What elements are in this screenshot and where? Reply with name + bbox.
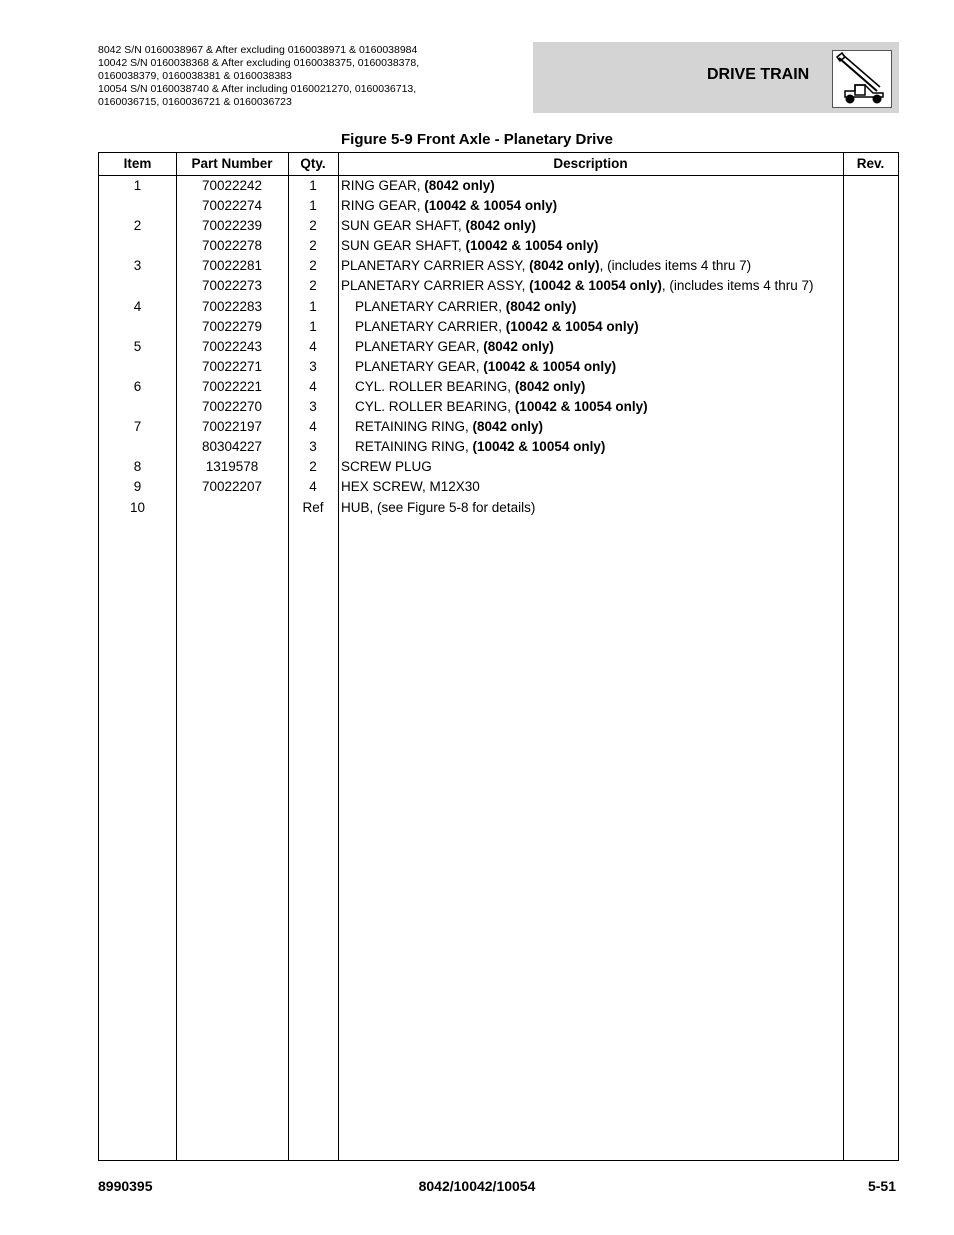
cell-part-number: 70022243 <box>201 338 263 354</box>
cell-part-number: 70022279 <box>201 318 263 334</box>
description-text: RING GEAR, <box>341 198 425 214</box>
cell-part-number: 1319578 <box>205 459 259 475</box>
description-text: CYL. ROLLER BEARING, <box>355 399 515 415</box>
table-row <box>99 337 898 357</box>
cell-part-number: 70022271 <box>201 358 263 374</box>
description-model-note: (8042 only) <box>465 218 537 234</box>
description-text: PLANETARY CARRIER, <box>355 318 506 334</box>
table-row <box>99 377 898 397</box>
cell-description <box>341 457 432 477</box>
table-body <box>99 176 898 518</box>
cell-item: 8 <box>133 459 142 475</box>
description-model-note: (10042 & 10054 only) <box>529 278 662 294</box>
cell-item: 10 <box>129 499 146 515</box>
cell-qty: 4 <box>309 419 317 435</box>
description-model-note: (8042 only) <box>472 419 544 435</box>
column-header-qty: Qty. <box>300 156 326 171</box>
table-row <box>99 297 898 317</box>
serial-line: 0160036715, 0160036721 & 0160036723 <box>98 96 292 108</box>
column-header-item: Item <box>123 156 152 171</box>
cell-part-number: 70022273 <box>201 278 263 294</box>
cell-part-number: 70022278 <box>201 238 263 254</box>
table-row <box>99 357 898 377</box>
description-text: RING GEAR, <box>341 178 425 193</box>
cell-description <box>355 297 576 317</box>
cell-qty: 1 <box>309 198 317 214</box>
description-model-note: (10042 & 10054 only) <box>505 318 639 334</box>
cell-item: 5 <box>133 338 142 354</box>
table-row <box>99 196 898 216</box>
cell-description <box>341 477 480 497</box>
cell-qty: 2 <box>309 238 317 254</box>
description-model-note: (8042 only) <box>483 338 554 354</box>
cell-description <box>341 236 598 256</box>
cell-qty: 2 <box>309 459 317 475</box>
cell-part-number: 70022197 <box>201 419 263 435</box>
description-model-note: (8042 only) <box>514 378 586 394</box>
parts-table <box>98 152 899 1161</box>
cell-qty: 1 <box>309 178 317 193</box>
table-row <box>99 477 898 497</box>
table-row <box>99 437 898 457</box>
page-number: 5-51 <box>867 1178 896 1194</box>
cell-item: 9 <box>133 479 142 495</box>
telehandler-icon <box>832 50 892 108</box>
cell-qty: 4 <box>309 378 317 394</box>
model-numbers: 8042/10042/10054 <box>418 1178 536 1194</box>
table-row <box>99 276 898 296</box>
cell-part-number: 70022221 <box>201 378 263 394</box>
cell-qty: 2 <box>309 218 317 234</box>
description-text: PLANETARY CARRIER ASSY, <box>341 258 530 274</box>
cell-description <box>341 176 495 196</box>
column-header-rev: Rev. <box>856 156 885 171</box>
table-row <box>99 256 898 276</box>
doc-number: 8990395 <box>98 1178 153 1194</box>
table-row <box>99 317 898 337</box>
cell-description <box>355 377 585 397</box>
cell-qty: 4 <box>309 338 317 354</box>
figure-title: Figure 5-9 Front Axle - Planetary Drive <box>340 131 614 148</box>
description-suffix: , (includes items 4 thru 7) <box>599 258 752 274</box>
cell-part-number: 70022283 <box>201 298 263 314</box>
column-header-part-number: Part Number <box>191 156 273 171</box>
description-text: RETAINING RING, <box>355 419 473 435</box>
description-text: HUB, (see Figure 5-8 for details) <box>341 499 536 515</box>
cell-item: 7 <box>133 419 142 435</box>
cell-part-number: 70022274 <box>201 198 263 214</box>
description-text: CYL. ROLLER BEARING, <box>355 378 515 394</box>
description-model-note: (10042 & 10054 only) <box>472 439 606 455</box>
cell-description <box>355 397 648 417</box>
description-text: SCREW PLUG <box>341 459 432 475</box>
cell-description <box>355 417 543 437</box>
serial-line: 10054 S/N 0160038740 & After including 0160021270, 0160036713, <box>98 83 417 95</box>
cell-part-number: 70022281 <box>201 258 263 274</box>
cell-description <box>341 276 813 296</box>
table-row <box>99 216 898 236</box>
description-text: RETAINING RING, <box>355 439 473 455</box>
cell-part-number: 70022207 <box>201 479 263 495</box>
description-text: PLANETARY CARRIER ASSY, <box>341 278 530 294</box>
table-row <box>99 397 898 417</box>
description-text: SUN GEAR SHAFT, <box>341 218 466 234</box>
table-row <box>99 176 898 196</box>
description-text: SUN GEAR SHAFT, <box>341 238 466 254</box>
description-text: PLANETARY GEAR, <box>355 338 484 354</box>
cell-qty: 2 <box>309 258 317 274</box>
table-row <box>99 498 898 518</box>
cell-description <box>341 216 536 236</box>
cell-qty: 2 <box>309 278 317 294</box>
table-row <box>99 417 898 437</box>
description-model-note: (10042 & 10054 only) <box>514 399 648 415</box>
cell-qty: 1 <box>309 298 317 314</box>
cell-item: 2 <box>133 218 142 234</box>
cell-description <box>355 437 605 457</box>
description-model-note: (10042 & 10054 only) <box>465 238 599 254</box>
cell-part-number: 70022242 <box>201 178 263 193</box>
cell-item: 1 <box>133 178 142 193</box>
cell-qty: 1 <box>309 318 317 334</box>
cell-description <box>341 256 751 276</box>
cell-part-number: 70022270 <box>201 399 263 415</box>
cell-item: 6 <box>133 378 142 394</box>
serial-number-block <box>98 44 518 109</box>
cell-description <box>341 498 535 518</box>
description-model-note: (8042 only) <box>529 258 600 274</box>
cell-qty: 3 <box>309 439 317 455</box>
description-model-note: (10042 & 10054 only) <box>483 358 617 374</box>
cell-description <box>355 337 554 357</box>
description-model-note: (8042 only) <box>505 298 577 314</box>
section-header <box>533 42 899 113</box>
serial-line: 0160038379, 0160038381 & 0160038383 <box>98 70 292 82</box>
cell-description <box>355 317 639 337</box>
column-header-description: Description <box>553 156 628 171</box>
description-text: PLANETARY GEAR, <box>355 358 484 374</box>
cell-item: 3 <box>133 258 142 274</box>
cell-item: 4 <box>133 298 142 314</box>
cell-description <box>355 357 616 377</box>
cell-description <box>341 196 557 216</box>
serial-line: 10042 S/N 0160038368 & After excluding 0160038375, 0160038378, <box>98 57 420 69</box>
cell-qty: 4 <box>309 479 317 495</box>
serial-line: 8042 S/N 0160038967 & After excluding 0160038971 & 0160038984 <box>98 44 418 56</box>
section-title: DRIVE TRAIN <box>707 66 810 83</box>
cell-qty: Ref <box>302 499 324 515</box>
description-model-note: (10042 & 10054 only) <box>424 198 558 214</box>
cell-qty: 3 <box>309 399 317 415</box>
cell-part-number: 70022239 <box>201 218 263 234</box>
description-suffix: , (includes items 4 thru 7) <box>661 278 814 294</box>
description-text: HEX SCREW, M12X30 <box>341 479 480 495</box>
table-row <box>99 457 898 477</box>
cell-part-number: 80304227 <box>201 439 263 455</box>
description-text: PLANETARY CARRIER, <box>355 298 506 314</box>
cell-qty: 3 <box>309 358 317 374</box>
description-model-note: (8042 only) <box>424 178 495 193</box>
table-row <box>99 236 898 256</box>
